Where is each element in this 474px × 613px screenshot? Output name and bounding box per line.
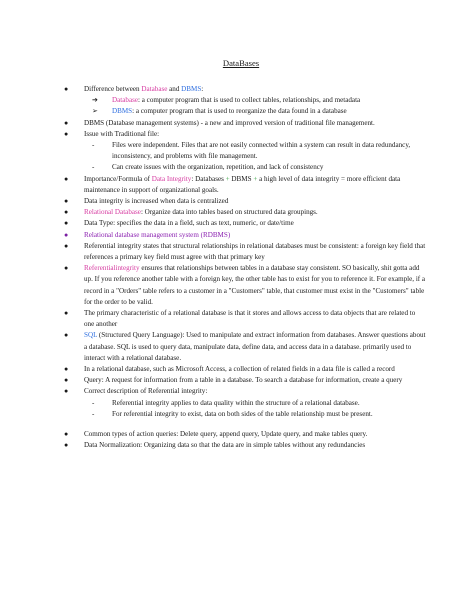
item-text: Can create issues with the organization, repetition, and lack of consistency — [112, 163, 324, 172]
sub-item — [56, 106, 426, 117]
item-text: Issue with Traditional file: — [84, 129, 160, 138]
item-text: Data Normalization: Organizing data so that the data are in simple tables without any redundancies — [84, 441, 366, 450]
item-text: Common types of action queries: Delete query, append query, Update query, and make tables query. — [84, 430, 368, 439]
list-item — [56, 196, 426, 207]
sub-item — [56, 162, 426, 173]
item-text: : Databases — [191, 174, 226, 183]
bullet-icon: ● — [64, 174, 69, 183]
bullet-icon: ● — [64, 309, 69, 318]
list-item — [56, 129, 426, 140]
bullet-icon: ● — [64, 365, 69, 374]
sql-term: SQL — [84, 331, 98, 340]
item-text: In a relational database, such as Microsoft Access, a collection of related fields in a data file is called a record — [84, 365, 395, 374]
item-text: : a computer program that is used to collect tables, relationships, and metadata — [138, 96, 361, 105]
item-text: For referential integrity to exist, data on both sides of the table relationship must be present. — [112, 409, 373, 418]
bullet-icon: ● — [64, 241, 69, 250]
bullet-icon: ● — [64, 118, 69, 127]
database-term: Database — [112, 96, 138, 105]
relational-database-term: Relational Database — [84, 208, 141, 217]
item-text: : — [201, 85, 204, 93]
item-text: (Structured Query Language): Used to manipulate and extract information from databases. Answer questions about a database. SQL is used to query data, manipulate data, define data, and access data in a database. primarily used to interact with a relational database. — [84, 331, 426, 362]
list-item — [56, 207, 426, 218]
item-text: : a computer program that is used to reorganize the data found in a database — [132, 107, 347, 116]
item-text: Correct description of Referential integrity: — [84, 387, 208, 396]
list-item — [56, 84, 426, 95]
arrowhead-icon: ➢ — [92, 107, 98, 116]
item-text: Importance/Formula of — [84, 174, 152, 183]
item-text: Query: A request for information from a table in a database. To search a database for information, create a query — [84, 376, 403, 385]
sub-item — [56, 95, 426, 106]
bullet-icon: ● — [64, 430, 69, 439]
list-item — [56, 218, 426, 229]
item-text: The primary characteristic of a relational database is that it stores and allows access to data objects that are related to one another — [84, 309, 416, 329]
item-text: Difference between — [84, 85, 142, 93]
item-text: : Organize data into tables based on structured data groupings. — [140, 208, 318, 217]
dash-icon: - — [92, 163, 95, 172]
rdbms-term: Relational database management system (RDBMS) — [84, 230, 231, 239]
plus-sign: + — [225, 174, 230, 183]
sub-item — [56, 398, 426, 409]
dbms-term: DBMS — [181, 85, 202, 93]
item-text: Files were independent. Files that are not easily connected within a system can result in data redundancy, inconsistency, and problems with file management. — [112, 141, 411, 161]
dash-icon: - — [92, 398, 95, 407]
list-item — [56, 364, 426, 375]
bullet-icon: ● — [64, 331, 69, 340]
dash-icon: - — [92, 409, 95, 418]
list-item — [56, 263, 426, 308]
item-text: a high level of data integrity = more efficient data maintenance in support of organizational goals. — [84, 174, 401, 194]
dash-icon: - — [92, 141, 95, 150]
list-item — [56, 440, 426, 451]
bullet-icon: ● — [64, 208, 69, 217]
referential-integrity-term: Referentialintegrity — [84, 264, 140, 273]
item-text: DBMS (Database management systems) - a new and improved version of traditional file management. — [84, 118, 375, 127]
list-item — [56, 308, 426, 330]
list-item — [56, 118, 426, 129]
spacer — [56, 420, 426, 429]
bullet-icon: ● — [64, 219, 69, 228]
database-term: Database — [141, 85, 168, 93]
item-text: Referential integrity applies to data quality within the structure of a relational database. — [112, 398, 360, 407]
sub-item — [56, 409, 426, 420]
list-item — [56, 330, 426, 364]
bullet-icon: ● — [64, 230, 69, 239]
item-text: Referential integrity states that structural relationships in relational databases must be consistent: a foreign key field that references a primary key field must agree with that primary key — [84, 241, 426, 262]
data-integrity-term: Data Integrity — [151, 174, 192, 183]
bullet-icon: ● — [64, 197, 69, 206]
item-text: ensures that relationships between tables in a database stay consistent. SO basically, shit gotta add up. If you reference another table with a foreign key, the other table has to exist for you to reference it. For example, if a record in a "Orders" table refers to a customer in a "Customers" table, that customer must exist in the "Customers" table for the order to be valid. — [84, 264, 426, 306]
item-text: DBMS — [229, 174, 254, 183]
plus-sign: + — [253, 174, 258, 183]
list-item — [56, 429, 426, 440]
bullet-icon: ● — [64, 129, 69, 138]
bullet-list — [56, 84, 426, 452]
list-item — [56, 375, 426, 386]
bullet-icon: ● — [64, 376, 69, 385]
page-title: DataBases — [222, 58, 260, 68]
list-item — [56, 230, 426, 241]
sub-item — [56, 140, 426, 162]
bullet-icon: ● — [64, 387, 69, 396]
list-item — [56, 174, 426, 196]
bullet-icon: ● — [64, 264, 69, 273]
list-item — [56, 386, 426, 397]
arrow-icon: ➔ — [92, 96, 98, 105]
bullet-icon: ● — [64, 85, 69, 93]
item-text: Data integrity is increased when data is centralized — [84, 197, 229, 206]
list-item — [56, 241, 426, 263]
dbms-term: DBMS — [112, 107, 133, 116]
item-text: and — [167, 85, 182, 93]
item-text: Data Type: specifies the data in a field, such as text, numeric, or date/time — [84, 219, 294, 228]
bullet-icon: ● — [64, 441, 69, 450]
